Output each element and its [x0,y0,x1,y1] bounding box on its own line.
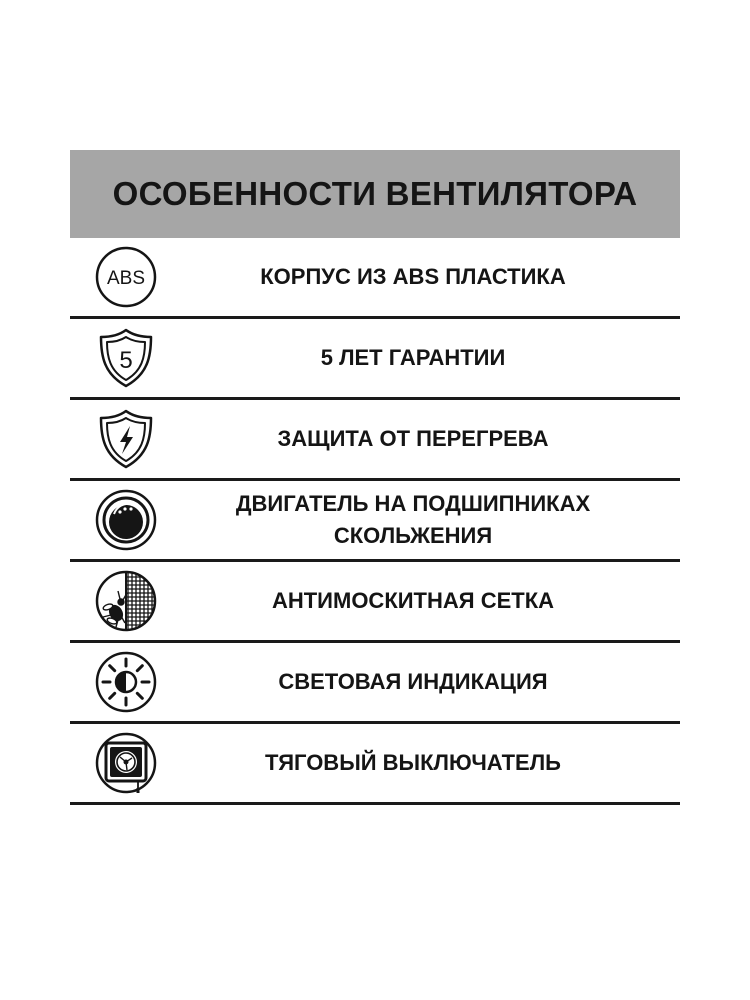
feature-row-mosquito-net [70,562,680,643]
feature-row-bearing [70,481,680,562]
features-header [70,150,680,238]
feature-label: 5 ЛЕТ ГАРАНТИИ [320,345,506,370]
feature-row-warranty [70,319,680,400]
feature-row-light-indication [70,643,680,724]
page-title: ОСОБЕННОСТИ ВЕНТИЛЯТОРА [112,175,638,212]
feature-label: ТЯГОВЫЙ ВЫКЛЮЧАТЕЛЬ [265,750,561,775]
pull-switch-icon [94,731,158,795]
features-card [70,150,680,805]
feature-label: ЗАЩИТА ОТ ПЕРЕГРЕВА [277,426,549,451]
light-indicator-icon [94,650,158,714]
mosquito-net-icon [94,569,158,633]
feature-row-pull-switch [70,724,680,805]
feature-row-overheat [70,400,680,481]
feature-row-abs [70,238,680,319]
shield-lightning-icon [94,407,158,471]
feature-label: КОРПУС ИЗ ABS ПЛАСТИКА [260,264,566,289]
abs-circle-icon [94,245,158,309]
feature-label: ДВИГАТЕЛЬ НА ПОДШИПНИКАХ СКОЛЬЖЕНИЯ [235,491,591,548]
abs-icon-text: ABS [106,268,146,289]
shield-icon-text: 5 [119,347,133,374]
shield-five-icon [94,326,158,390]
feature-label: СВЕТОВАЯ ИНДИКАЦИЯ [278,669,548,694]
bearing-icon [94,488,158,552]
feature-label: АНТИМОСКИТНАЯ СЕТКА [271,588,555,613]
